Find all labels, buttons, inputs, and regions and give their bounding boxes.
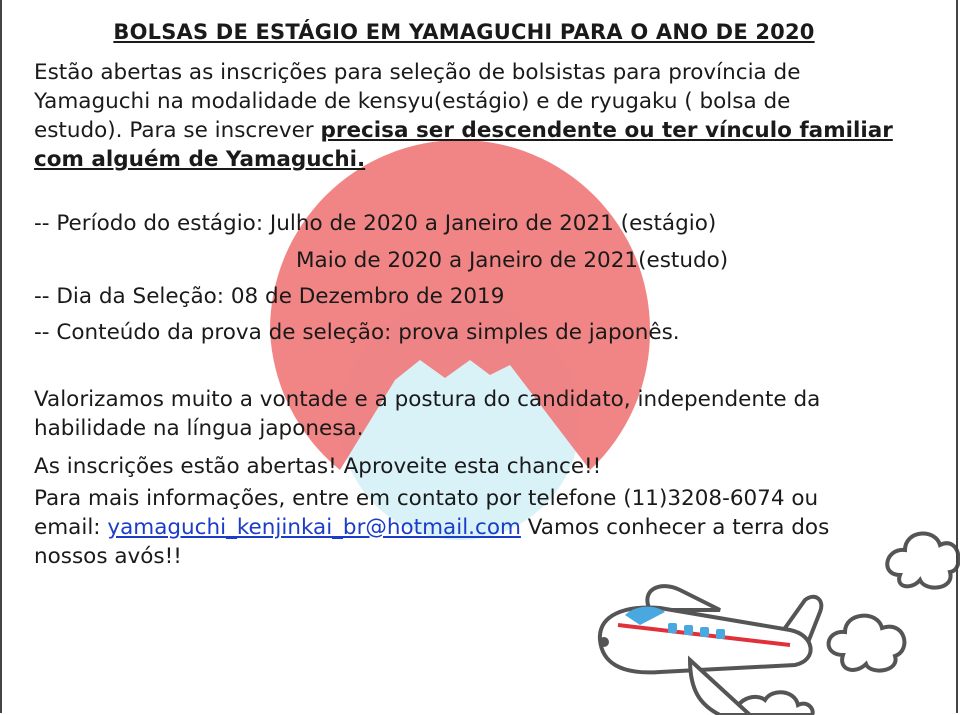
exam-content-line: -- Conteúdo da prova de seleção: prova simples de japonês. (34, 320, 680, 345)
page-title: BOLSAS DE ESTÁGIO EM YAMAGUCHI PARA O ANO DE 2020 (113, 20, 815, 44)
requirement-text: precisa ser descendente ou ter vínculo familiar (320, 118, 893, 143)
contact-line: nossos avós!! (34, 544, 182, 569)
contact-line (34, 513, 829, 542)
selection-day-line: -- Dia da Seleção: 08 de Dezembro de 2019 (34, 284, 505, 309)
intro-line (34, 145, 893, 174)
closing-line: Valorizamos muito a vontade e a postura do candidato, independente da (34, 387, 821, 412)
intro-line: Estão abertas as inscrições para seleção de bolsistas para província de (34, 60, 801, 85)
intro-text: estudo). Para se inscrever (34, 118, 321, 143)
period-line: -- Período do estágio: Julho de 2020 a Janeiro de 2021 (estágio) (34, 211, 717, 236)
email-link[interactable]: yamaguchi_kenjinkai_br@hotmail.com (107, 515, 521, 540)
open-line: As inscrições estão abertas! Aproveite esta chance!! (34, 454, 602, 479)
closing-paragraph (34, 385, 820, 443)
intro-line (34, 116, 893, 145)
intro-line: Yamaguchi na modalidade de kensyu(estágio) e de ryugaku ( bolsa de (34, 89, 791, 114)
contact-paragraph (34, 484, 829, 571)
closing-line: habilidade na língua japonesa. (34, 416, 364, 441)
intro-paragraph (34, 58, 893, 174)
contact-suffix: Vamos conhecer a terra dos (520, 515, 830, 540)
contact-prefix: email: (34, 515, 108, 540)
requirement-text: com alguém de Yamaguchi. (34, 147, 366, 172)
period-study-line: Maio de 2020 a Janeiro de 2021(estudo) (296, 248, 729, 273)
contact-line: Para mais informações, entre em contato por telefone (11)3208-6074 ou (34, 486, 819, 511)
